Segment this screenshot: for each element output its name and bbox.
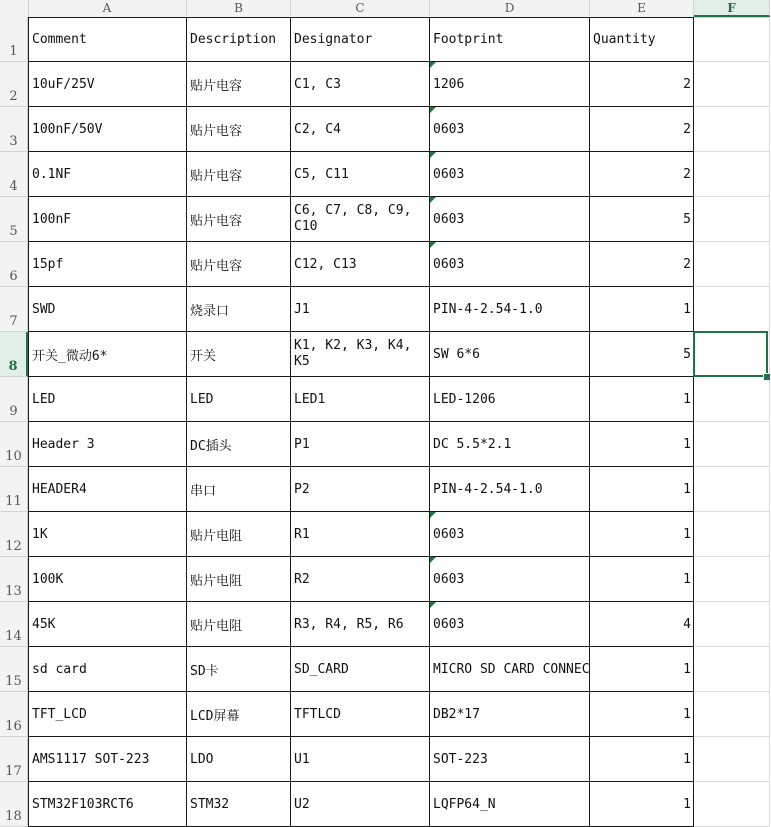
row-number: 7: [9, 314, 18, 329]
cell-d1[interactable]: [430, 17, 590, 62]
cell-text: U1: [294, 751, 310, 767]
row-header-1[interactable]: [0, 17, 28, 62]
cell-f17[interactable]: [694, 737, 770, 782]
row-number: 12: [5, 539, 22, 554]
cell-a17[interactable]: [28, 737, 187, 782]
cell-f18[interactable]: [694, 782, 770, 827]
cell-text: STM32F103RCT6: [32, 796, 134, 812]
row-header-6[interactable]: [0, 242, 28, 287]
cell-c3[interactable]: [291, 107, 430, 152]
cell-a9[interactable]: [28, 377, 187, 422]
cell-text: 45K: [32, 616, 56, 632]
cell-text: 1: [683, 661, 691, 677]
row-number: 1: [9, 44, 18, 59]
cell-d15[interactable]: [430, 647, 590, 692]
cell-f9[interactable]: [694, 377, 770, 422]
cell-f2[interactable]: [694, 62, 770, 107]
fill-handle[interactable]: [763, 373, 771, 381]
cell-text: 0.1NF: [32, 166, 72, 182]
cell-text: 0603: [433, 256, 465, 272]
row-number: 14: [5, 629, 22, 644]
cell-text: LCD屏幕: [190, 708, 240, 724]
row-header-17[interactable]: [0, 737, 28, 782]
cell-e4[interactable]: [590, 152, 694, 197]
cell-f4[interactable]: [694, 152, 770, 197]
cell-d7[interactable]: [430, 287, 590, 332]
cell-a7[interactable]: [28, 287, 187, 332]
cell-b2[interactable]: [187, 62, 291, 107]
column-header-bar: [0, 0, 770, 18]
cell-b3[interactable]: [187, 107, 291, 152]
cell-d11[interactable]: [430, 467, 590, 512]
cell-text: 2: [683, 166, 691, 182]
cell-f3[interactable]: [694, 107, 770, 152]
cell-c14[interactable]: [291, 602, 430, 647]
cell-text: 贴片电容: [190, 78, 243, 94]
cell-b10[interactable]: [187, 422, 291, 467]
cell-f12[interactable]: [694, 512, 770, 557]
row-number: 16: [5, 719, 22, 734]
cell-text: 1206: [433, 76, 465, 92]
cell-text: DC插头: [190, 438, 232, 454]
cell-c12[interactable]: [291, 512, 430, 557]
cell-text: 15pf: [32, 256, 64, 272]
cell-text: 100K: [32, 571, 64, 587]
cell-d6[interactable]: [430, 242, 590, 287]
row-header-11[interactable]: [0, 467, 28, 512]
cell-f1[interactable]: [694, 17, 770, 62]
cell-text: U2: [294, 796, 310, 812]
cell-f5[interactable]: [694, 197, 770, 242]
cell-text: TFT_LCD: [32, 706, 87, 722]
cell-e11[interactable]: [590, 467, 694, 512]
cell-e18[interactable]: [590, 782, 694, 827]
cell-a14[interactable]: [28, 602, 187, 647]
cell-e5[interactable]: [590, 197, 694, 242]
row-number: 4: [9, 179, 18, 194]
cell-text: 开关_微动6*: [32, 348, 108, 364]
cell-d4[interactable]: [430, 152, 590, 197]
cell-c13[interactable]: [291, 557, 430, 602]
column-header-d[interactable]: D: [430, 0, 590, 17]
cell-c5[interactable]: [291, 197, 430, 242]
cell-text: 1: [683, 391, 691, 407]
cell-text: LQFP64_N: [433, 796, 496, 812]
cell-c7[interactable]: [291, 287, 430, 332]
row-header-7[interactable]: [0, 287, 28, 332]
cell-text: Quantity: [593, 32, 656, 47]
cell-b15[interactable]: [187, 647, 291, 692]
cell-text: 4: [683, 616, 691, 632]
cell-b1[interactable]: [187, 17, 291, 62]
cell-text: 100nF/50V: [32, 121, 103, 137]
cell-e14[interactable]: [590, 602, 694, 647]
cell-e2[interactable]: [590, 62, 694, 107]
cell-a12[interactable]: [28, 512, 187, 557]
cell-text: J1: [294, 301, 310, 317]
cell-text: 1: [683, 436, 691, 452]
cell-d13[interactable]: [430, 557, 590, 602]
cell-text: DB2*17: [433, 706, 480, 722]
cell-f10[interactable]: [694, 422, 770, 467]
cell-c4[interactable]: [291, 152, 430, 197]
row-number: 18: [5, 809, 22, 824]
column-header-b[interactable]: B: [187, 0, 291, 17]
row-header-16[interactable]: [0, 692, 28, 737]
row-header-2[interactable]: [0, 62, 28, 107]
cell-a5[interactable]: [28, 197, 187, 242]
cell-text: 0603: [433, 166, 465, 182]
cell-text: 贴片电阻: [190, 573, 243, 589]
cell-text: SOT-223: [433, 751, 488, 767]
cell-text: 5: [683, 346, 691, 362]
cell-e13[interactable]: [590, 557, 694, 602]
row-number: 2: [9, 89, 18, 104]
cell-text: 1: [683, 706, 691, 722]
cell-f16[interactable]: [694, 692, 770, 737]
cell-e9[interactable]: [590, 377, 694, 422]
cell-d2[interactable]: [430, 62, 590, 107]
cell-c2[interactable]: [291, 62, 430, 107]
cell-a8[interactable]: [28, 332, 187, 377]
cell-text: 1: [683, 751, 691, 767]
cell-d9[interactable]: [430, 377, 590, 422]
row-header-13[interactable]: [0, 557, 28, 602]
row-number: 8: [8, 359, 18, 374]
cell-text: C12, C13: [294, 256, 357, 272]
cell-d3[interactable]: [430, 107, 590, 152]
cell-c15[interactable]: [291, 647, 430, 692]
cell-a1[interactable]: [28, 17, 187, 62]
cell-text: LED-1206: [433, 391, 496, 407]
cell-text: 1: [683, 481, 691, 497]
cell-text: Description: [190, 32, 277, 47]
cell-text: 5: [683, 211, 691, 227]
cell-b5[interactable]: [187, 197, 291, 242]
row-number: 15: [5, 674, 22, 689]
row-header-14[interactable]: [0, 602, 28, 647]
cell-a18[interactable]: [28, 782, 187, 827]
row-header-12[interactable]: [0, 512, 28, 557]
cell-a10[interactable]: [28, 422, 187, 467]
cell-text: 贴片电容: [190, 123, 243, 139]
cell-text: 开关: [190, 348, 217, 364]
cell-text: HEADER4: [32, 481, 87, 497]
cell-text: 0603: [433, 571, 465, 587]
cell-d17[interactable]: [430, 737, 590, 782]
cell-text: AMS1117 SOT-223: [32, 751, 150, 767]
cell-text: TFTLCD: [294, 706, 341, 722]
cell-e7[interactable]: [590, 287, 694, 332]
cell-b13[interactable]: [187, 557, 291, 602]
cell-text: R2: [294, 571, 310, 587]
cell-d14[interactable]: [430, 602, 590, 647]
row-header-18[interactable]: [0, 782, 28, 827]
row-header-3[interactable]: [0, 107, 28, 152]
cell-text: Comment: [32, 32, 87, 47]
cell-text: 100nF: [32, 211, 72, 227]
cell-e1[interactable]: [590, 17, 694, 62]
cell-a11[interactable]: [28, 467, 187, 512]
cell-c16[interactable]: [291, 692, 430, 737]
cell-text: 2: [683, 256, 691, 272]
row-header-10[interactable]: [0, 422, 28, 467]
cell-c11[interactable]: [291, 467, 430, 512]
cell-d18[interactable]: [430, 782, 590, 827]
row-number: 10: [5, 449, 22, 464]
cell-text: Footprint: [433, 32, 504, 47]
cell-text: 贴片电容: [190, 168, 243, 184]
cell-text: Header 3: [32, 436, 95, 452]
cell-f14[interactable]: [694, 602, 770, 647]
cell-text: C2, C4: [294, 121, 341, 137]
cell-a15[interactable]: [28, 647, 187, 692]
cell-b18[interactable]: [187, 782, 291, 827]
cell-a16[interactable]: [28, 692, 187, 737]
row-number: 3: [9, 134, 18, 149]
cell-text: R3, R4, R5, R6: [294, 616, 404, 632]
cell-text: P2: [294, 481, 310, 497]
cell-d10[interactable]: [430, 422, 590, 467]
cell-text: 0603: [433, 616, 465, 632]
row-number: 11: [5, 494, 22, 509]
row-number: 17: [5, 764, 22, 779]
cell-b9[interactable]: [187, 377, 291, 422]
cell-text: 0603: [433, 211, 465, 227]
cell-text: sd card: [32, 661, 87, 677]
cell-c9[interactable]: [291, 377, 430, 422]
cell-c1[interactable]: [291, 17, 430, 62]
cell-f7[interactable]: [694, 287, 770, 332]
row-header-9[interactable]: [0, 377, 28, 422]
row-number: 6: [9, 269, 18, 284]
cell-c18[interactable]: [291, 782, 430, 827]
row-number: 9: [9, 404, 18, 419]
cell-text: STM32: [190, 796, 230, 812]
cell-text: C1, C3: [294, 76, 341, 92]
cell-e15[interactable]: [590, 647, 694, 692]
cell-text: 贴片电容: [190, 258, 243, 274]
cell-b8[interactable]: [187, 332, 291, 377]
cell-text: PIN-4-2.54-1.0: [433, 481, 543, 497]
cell-e16[interactable]: [590, 692, 694, 737]
select-all-corner[interactable]: [0, 0, 29, 17]
column-header-a[interactable]: A: [28, 0, 187, 17]
cell-text: SD_CARD: [294, 661, 349, 677]
cell-e12[interactable]: [590, 512, 694, 557]
cell-b7[interactable]: [187, 287, 291, 332]
cell-c8[interactable]: [291, 332, 430, 377]
cell-text: 1: [683, 526, 691, 542]
cell-a2[interactable]: [28, 62, 187, 107]
cell-text: 1: [683, 571, 691, 587]
cell-text: SWD: [32, 301, 56, 317]
cell-f11[interactable]: [694, 467, 770, 512]
cell-text: 0603: [433, 526, 465, 542]
cell-text: 贴片电阻: [190, 618, 243, 634]
cell-f15[interactable]: [694, 647, 770, 692]
cell-text: 贴片电容: [190, 213, 243, 229]
column-header-f[interactable]: F: [694, 0, 770, 17]
cell-a13[interactable]: [28, 557, 187, 602]
cell-f6[interactable]: [694, 242, 770, 287]
cell-d12[interactable]: [430, 512, 590, 557]
row-number: 5: [9, 224, 18, 239]
cell-b16[interactable]: [187, 692, 291, 737]
cell-c17[interactable]: [291, 737, 430, 782]
cell-text: LED: [32, 391, 56, 407]
cell-text: SD卡: [190, 663, 219, 679]
cell-text: 串口: [190, 483, 217, 499]
row-header-8[interactable]: [0, 332, 28, 377]
row-number: 13: [5, 584, 22, 599]
cell-a4[interactable]: [28, 152, 187, 197]
cell-text: C5, C11: [294, 166, 349, 182]
cell-e17[interactable]: [590, 737, 694, 782]
cell-text: R1: [294, 526, 310, 542]
cell-text: 贴片电阻: [190, 528, 243, 544]
cell-text: K1, K2, K3, K4, K5: [294, 338, 412, 369]
cell-a3[interactable]: [28, 107, 187, 152]
cell-text: P1: [294, 436, 310, 452]
cell-text: LED: [190, 391, 214, 407]
cell-b14[interactable]: [187, 602, 291, 647]
cell-b12[interactable]: [187, 512, 291, 557]
cell-e6[interactable]: [590, 242, 694, 287]
cell-text: 2: [683, 76, 691, 92]
cell-d16[interactable]: [430, 692, 590, 737]
cell-text: 1: [683, 301, 691, 317]
cell-text: LDO: [190, 751, 214, 767]
cell-b17[interactable]: [187, 737, 291, 782]
cell-c6[interactable]: [291, 242, 430, 287]
column-header-c[interactable]: C: [291, 0, 430, 17]
cell-text: PIN-4-2.54-1.0: [433, 301, 543, 317]
cell-text: SW 6*6: [433, 346, 480, 362]
cell-text: 2: [683, 121, 691, 137]
active-cell-selection[interactable]: [693, 331, 768, 377]
cell-text: 1: [683, 796, 691, 812]
cell-text: DC 5.5*2.1: [433, 436, 512, 452]
cell-text: 0603: [433, 121, 465, 137]
cell-text: C6, C7, C8, C9, C10: [294, 203, 412, 234]
row-header-5[interactable]: [0, 197, 28, 242]
cell-e3[interactable]: [590, 107, 694, 152]
cell-b6[interactable]: [187, 242, 291, 287]
cell-text: MICRO SD CARD CONNEC: [433, 661, 590, 677]
cell-text: 1K: [32, 526, 48, 542]
cell-d8[interactable]: [430, 332, 590, 377]
cell-b4[interactable]: [187, 152, 291, 197]
cell-text: LED1: [294, 391, 326, 407]
column-header-e[interactable]: E: [590, 0, 694, 17]
cell-text: 10uF/25V: [32, 76, 95, 92]
cell-e10[interactable]: [590, 422, 694, 467]
cell-text: 烧录口: [190, 303, 230, 319]
cell-a6[interactable]: [28, 242, 187, 287]
cell-c10[interactable]: [291, 422, 430, 467]
cell-f13[interactable]: [694, 557, 770, 602]
cell-text: Designator: [294, 32, 373, 47]
cell-d5[interactable]: [430, 197, 590, 242]
row-header-15[interactable]: [0, 647, 28, 692]
cell-e8[interactable]: [590, 332, 694, 377]
row-header-4[interactable]: [0, 152, 28, 197]
cell-b11[interactable]: [187, 467, 291, 512]
